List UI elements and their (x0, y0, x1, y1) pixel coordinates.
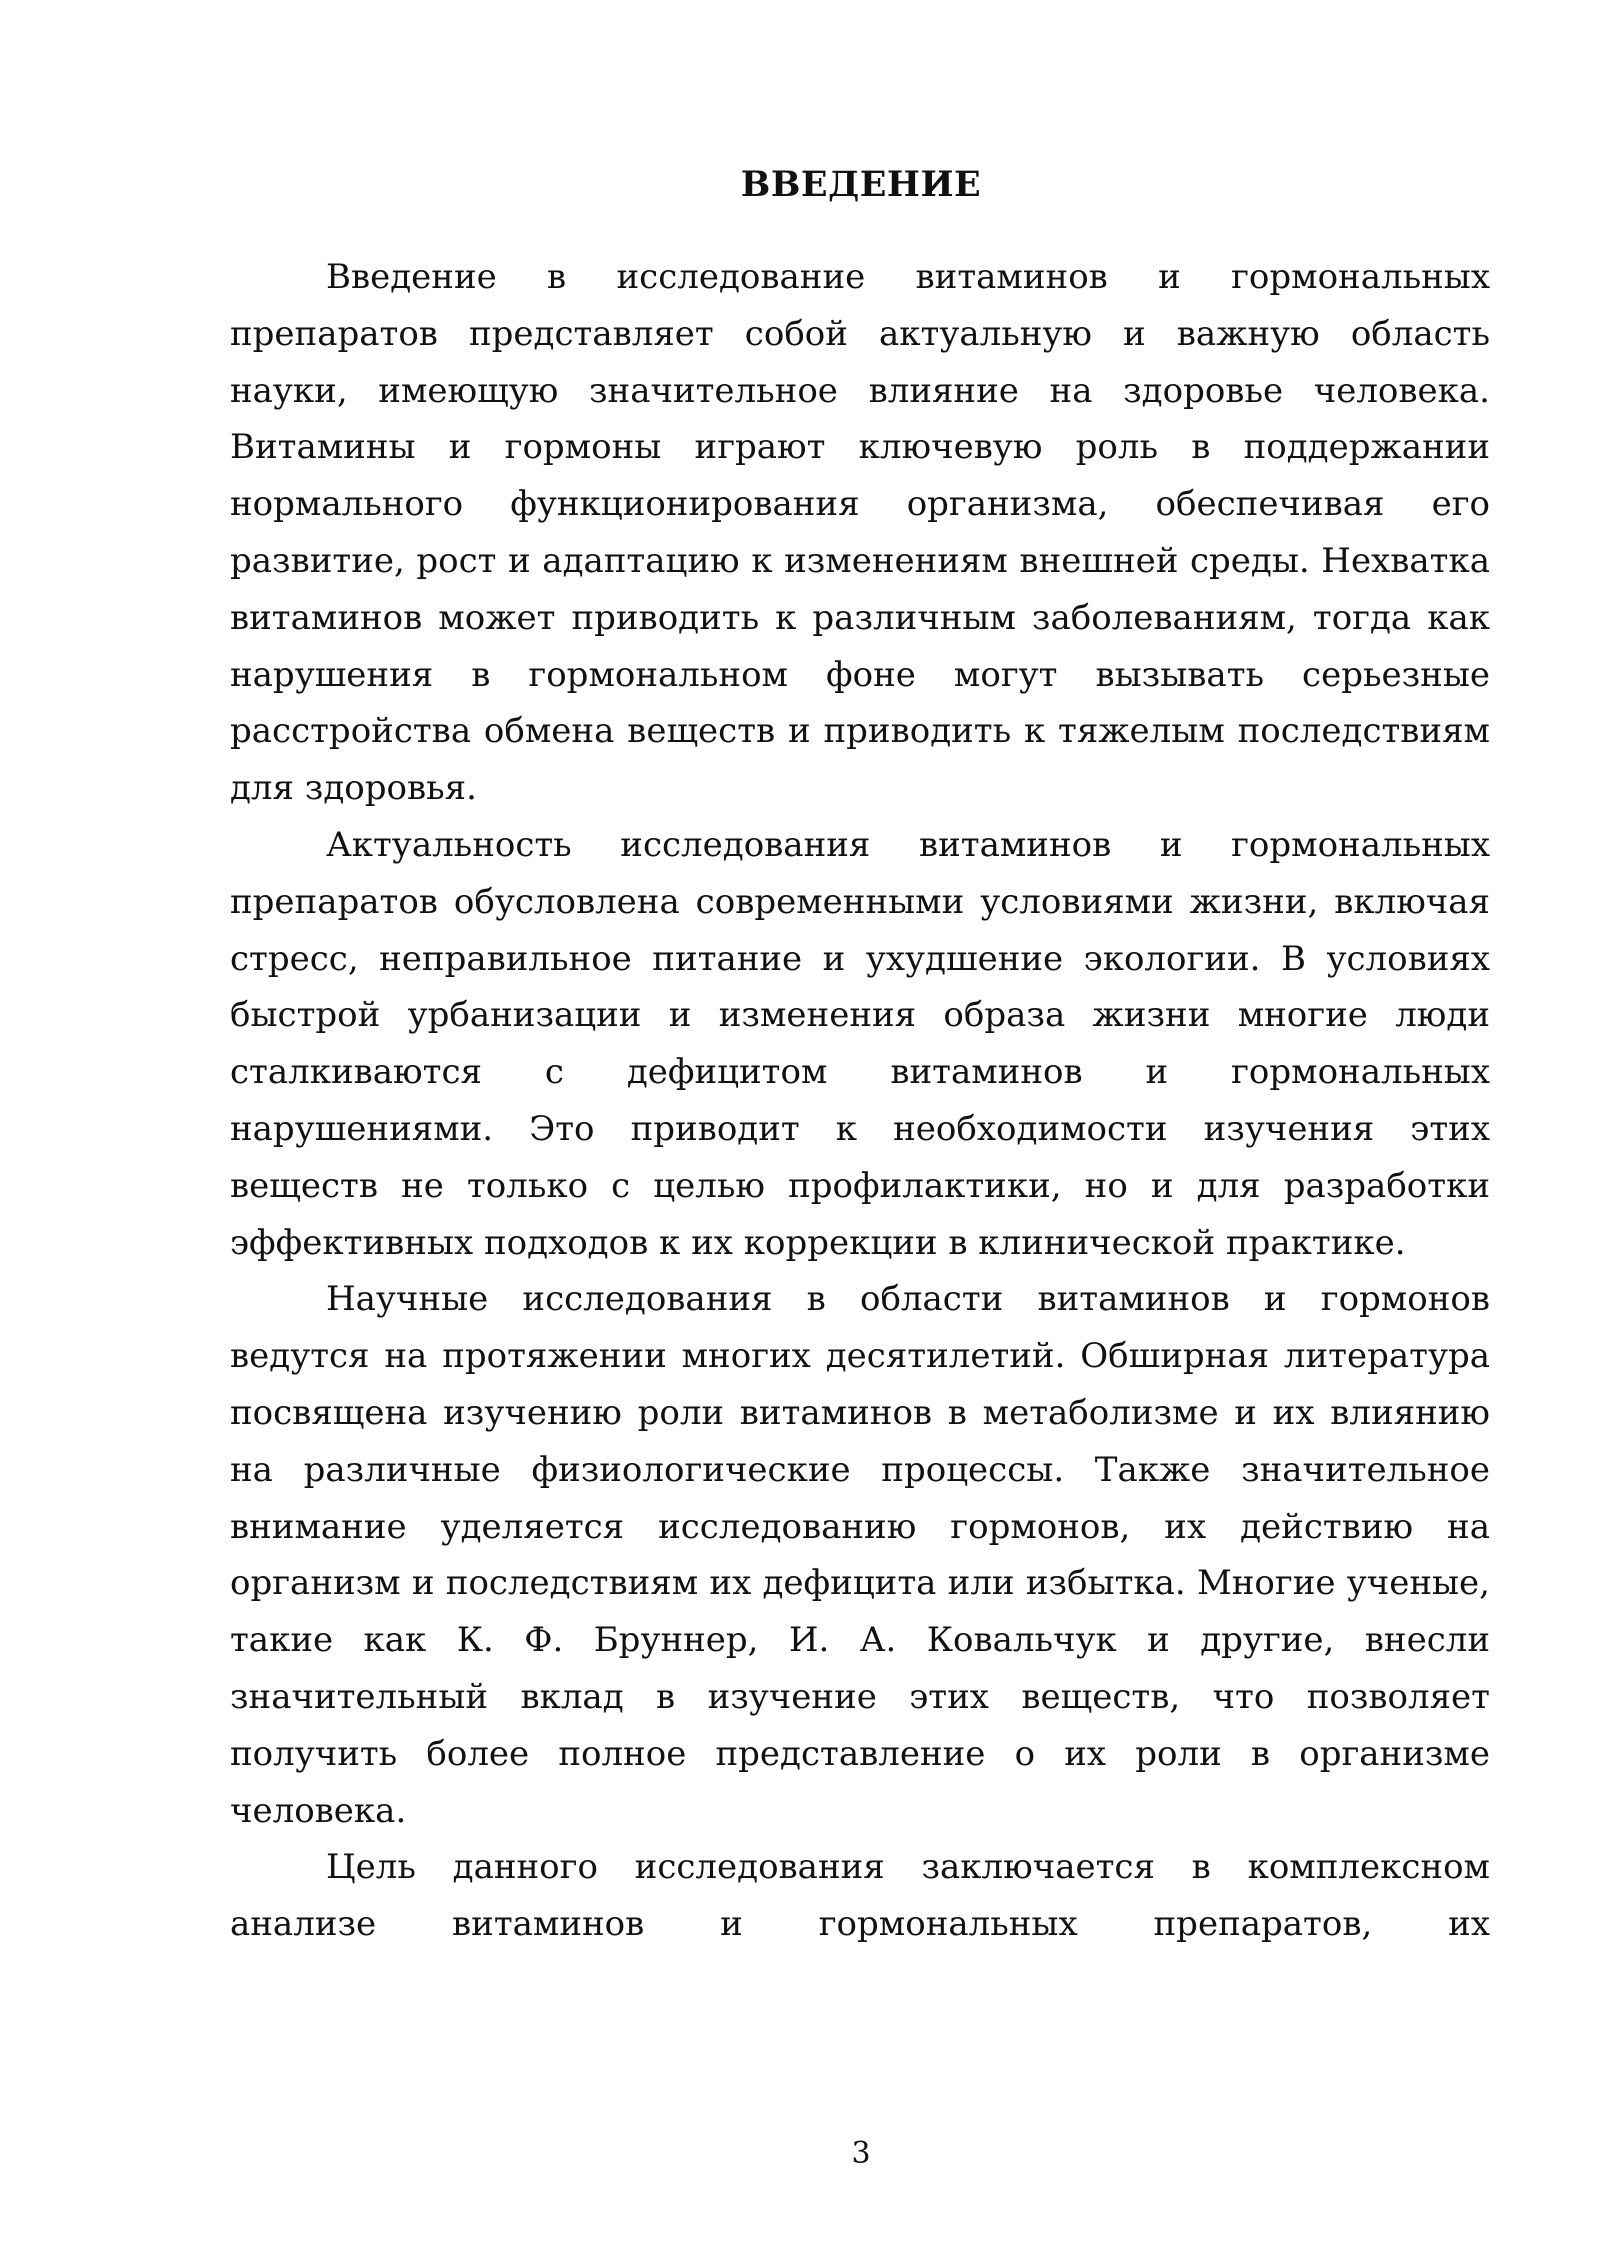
paragraph-4: Цель данного исследования заключается в комплексном анализе витаминов и гормональных препаратов, их (230, 1847, 1490, 1945)
paragraph-2: Актуальность исследования витаминов и гормональных препаратов обусловлена современными условиями жизни, включая стресс, неправильное питание и ухудшение экологии. В условиях быстрой урбанизации и изменения образа жизни многие люди сталкиваются с дефицитом витаминов и гормональных нарушениями. Это приводит к необходимости изучения этих веществ не только с целью профилактики, но и для разработки эффективных подходов к их коррекции в клинической практике. (230, 824, 1490, 1263)
paragraph-3: Научные исследования в области витаминов и гормонов ведутся на протяжении многих десятилетий. Обширная литература посвящена изучению роли витаминов в метаболизме и их влиянию на различные физиологические процессы. Также значительное внимание уделяется исследованию гормонов, их действию на организм и последствиям их дефицита или избытка. Многие ученые, такие как К. Ф. Бруннер, И. А. Ковальчук и другие, внесли значительный вклад в изучение этих веществ, что позволяет получить более полное представление о их роли в организме человека. (230, 1279, 1490, 1831)
section-heading: ВВЕДЕНИЕ (740, 164, 982, 205)
body-text (230, 249, 1490, 1953)
paragraph-1: Введение в исследование витаминов и гормональных препаратов представляет собой актуальную и важную область науки, имеющую значительное влияние на здоровье человека. Витамины и гормоны играют ключевую роль в поддержании нормального функционирования организма, обеспечивая его развитие, рост и адаптацию к изменениям внешней среды. Нехватка витаминов может приводить к различным заболеваниям, тогда как нарушения в гормональном фоне могут вызывать серьезные расстройства обмена веществ и приводить к тяжелым последствиям для здоровья. (230, 257, 1490, 809)
page-number: 3 (851, 2136, 871, 2171)
